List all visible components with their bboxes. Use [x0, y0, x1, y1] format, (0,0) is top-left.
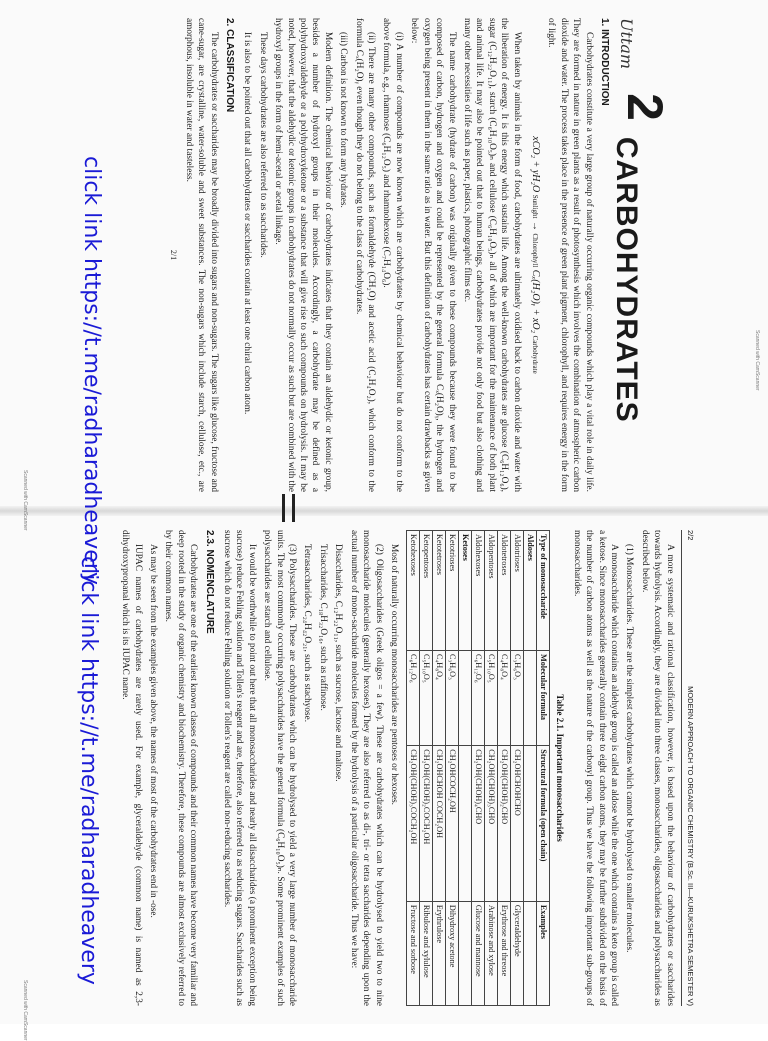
paragraph: (1) Monosaccharides. These are the simplest carbohydrates which cannot be hydrolysed to smaller molecules.: [624, 544, 635, 953]
table-cell: [523, 746, 536, 902]
telegram-link[interactable]: click link https://t.me/radharadheavery: [79, 156, 104, 585]
paragraph: Most of naturally occurring monosaccharides are pentoses or hexoses.: [388, 544, 399, 806]
table-cell: CH₂OHCHOHCHO: [510, 746, 523, 902]
table-cell: Arabinose and xylose: [484, 901, 497, 1005]
table-cell: Fructose and sorbose: [406, 901, 419, 1005]
table-cell: Ketotetroses: [432, 531, 445, 651]
table-row: [523, 531, 536, 1006]
scanner-stamp: Scanned with CamScanner: [754, 330, 760, 391]
section-heading: 2. CLASSIFICATION: [224, 18, 236, 113]
telegram-link[interactable]: click link https://t.me/radharadheavery: [76, 556, 101, 985]
table-cell: C₅H₁₀O₅: [484, 650, 497, 745]
paragraph: Modern definition. The chemical behaviour of carbohydrates indicates that they contain an aldehydic or ketonic group, besides a number of hydroxyl groups in their molecules. Accordingly, a carbohydrate may be defined as a polyhydroxyaldehyde or a polyhydroxyketone or a substance that will give rise to such compounds on hydrolysis. It may be noted, however, that the aldehydic or ketonic groups in carbohydrates do not normally occur as such but are combined with the hydroxyl groups in the form of hemi-acetal or acetal linkage.: [273, 18, 333, 492]
table-cell: C₆H₁₂O₆: [406, 650, 419, 745]
paragraph: It is also to be pointed out that all carbohydrates or saccharides contain at least one chiral carbon atom.: [242, 32, 253, 415]
table-cell: [458, 901, 471, 1005]
table-row: [471, 531, 484, 1006]
left-page: [40, 10, 680, 500]
paragraph: (3) Polysaccharides. These are carbohydrates which can be hydrolysed to yield a very large number of monosaccharide units. The most commonly occurring polysaccharides have the general formula (C₆H₁₀O₅)ₙ. Some prominent examples of such polysaccharides are starch and cellulose.: [262, 530, 298, 1006]
table-cell: [523, 650, 536, 745]
table-cell: Ketoses: [458, 531, 471, 651]
paragraph: The carbohydrates or saccharides may be broadly divided into sugars and non-sugars. The sugars like glucose, fructose and cane-sugar, are crystalline, water-soluble and sweet substances. The non-sugars which include starch, cellulose, etc., are amorphous, insoluble in water and tasteless.: [183, 18, 219, 492]
book-spine: [0, 506, 768, 516]
table-row: [406, 531, 419, 1006]
page-number: 2/2: [686, 530, 695, 541]
table-cell: Aldopentoses: [484, 531, 497, 651]
table-cell: Ketotrioses: [445, 531, 458, 651]
paragraph: (iii) Carbon is not known to form any hydrates.: [338, 32, 349, 208]
paragraph: Tetrasaccharides, C₂₄H₄₂O₂₁, such as stachyose.: [302, 544, 313, 723]
table-cell: CH₂OH(CHOH)₂COCH₂OH: [419, 746, 432, 902]
section-heading: 2.3. NOMENCLATURE: [203, 530, 215, 634]
table-cell: CH₂OH(CHOH)₄CHO: [471, 746, 484, 902]
table-cell: Dihydroxy acetone: [445, 901, 458, 1005]
equation-rhs-label: Carbohydrate: [530, 335, 539, 374]
paragraph: Carbohydrates are one of the earliest known classes of compounds and their common names have become very familiar and deep rooted in the study of organic chemistry and biochemistry. Therefore, these compounds are almost exclusively referred to by their common names.: [163, 530, 199, 1006]
table-cell: Ketopentoses: [419, 531, 432, 651]
table-cell: C₃H₆O₃: [510, 650, 523, 745]
table-cell: CH₂OH(CHOH)₃CHO: [484, 746, 497, 902]
table-cell: Erythrulose: [432, 901, 445, 1005]
paragraph: Disaccharides, C₁₂H₂₂O₁₁, such as sucrose, lactose and maltose.: [333, 544, 344, 782]
scanner-stamp: Scanned with CamScanner: [22, 470, 28, 531]
scanner-stamp: Scanned with CamScanner: [22, 980, 28, 1041]
table-header: Examples: [536, 901, 549, 1005]
table-row: [458, 531, 471, 1006]
table-cell: C₅H₁₀O₅: [419, 650, 432, 745]
table-header: Molecular formula: [536, 650, 549, 745]
photosynthesis-equation: xCO₂ + yH₂O Sunlight → Chlorophyll Cₓ(H₂O)ᵧ + xO₂ Carbohydrate: [529, 136, 541, 374]
paragraph: A monosaccharide which contains an aldehyde group is called an aldose while the one which contains a keto group is called a ketose. Since monosaccharides generally contain three to eight carbon atoms, they may be further subdivided on the basis of the number of carbon atoms as well as the nature of the carbonyl group. Thus we have the following important sub-groups of monosaccharides.: [571, 530, 619, 1006]
running-head: [681, 530, 696, 1006]
table-cell: CH₂OH(CHOH)₂CHO: [497, 746, 510, 902]
equation-arrow-bottom: Chlorophyll: [530, 233, 539, 268]
handwritten-signature: Uttam: [617, 18, 637, 70]
paragraph: The name carbohydrate (hydrate of carbon) was originally given to these compounds because they were found to be composed of carbon, hydrogen and oxygen and could be represented by the general formula Cₓ(H₂O)ᵧ, the hydrogen and oxygen being present in them in the same ratio as in water. But this definition of carbohydrates has certain drawbacks as given below:: [409, 18, 457, 492]
table-row: [445, 531, 458, 1006]
paragraph: As may be seen from the examples given above, the names of most of the carbohydrates end in -ose.: [148, 544, 159, 918]
table-caption: Table 2.1. Important monosaccharides: [555, 694, 566, 842]
table-cell: Aldotrioses: [510, 531, 523, 651]
table-cell: CH₂OHCOCH₂OH: [445, 746, 458, 902]
table-row: [510, 531, 523, 1006]
table-header: Type of monosaccharide: [536, 531, 549, 651]
table-cell: [458, 650, 471, 745]
paragraph: IUPAC names of carbohydrates are rarely used. For example, glyceraldehyde (common name) is named as 2,3-dihydroxypropanal which is its IUPAC name.: [120, 530, 143, 1006]
paragraph: When taken by animals in the form of food, carbohydrates are ultimately oxidised back to carbon dioxide and water with the liberation of energy. It is this energy which sustains life. Among the well-known carbohydrates are glucose (C₆H₁₂O₆), sugar (C₁₂H₂₂O₁₁), starch (C₆H₁₀O₅)ₙ and cellulose (C₆H₁₀O₅)ₙ all of which are important for the maintenance of both plant and animal life. It may also be pointed out that to human beings, carbohydrates provide not only food but also clothing and many other necessities of life such as paper, plastics, photographic films etc.: [461, 18, 522, 492]
table-cell: CH₂OH(CHOH)₃COCH₂OH: [406, 746, 419, 902]
paragraph: These days carbohydrates are also referred to as saccharides.: [257, 32, 268, 258]
table-cell: Aldotetroses: [497, 531, 510, 651]
right-page: [40, 522, 700, 1014]
paragraph: (2) Oligosaccharides (Greek oligos = a few). These are carbohydrates which can be hydrolysed to yield two to nine monosaccharide molecules (generally hexoses). They are also referred to as di-, tri- or tetra saccharides depending upon the actual number of mono-saccharide molecules formed by the hydrolysis of a particular oligosaccharide. Thus we have:: [348, 530, 384, 1006]
page-number: 2/1: [169, 249, 179, 261]
chapter-header: [610, 18, 673, 492]
paragraph: Carbohydrates constitute a very large group of naturally occurring organic compounds which play a vital role in daily life. They are formed in nature in green plants as a result of photosynthesis which involves the combination of atmospheric carbon dioxide and water. The process takes place in the presence of green plant pigment, chlorophyll, and requires energy in the form of light.: [546, 18, 594, 492]
paragraph: (ii) There are many other compounds, such as formaldehyde (CH₂O) and acetic acid (C₂H₄O₂), which conform to the formula Cₓ(H₂O)ᵧ even though they do not belong to the class of carbohydrates.: [353, 18, 377, 492]
chapter-title: CARBOHYDRATES: [610, 136, 644, 423]
table-cell: C₆H₁₂O₆: [471, 650, 484, 745]
table-cell: C₃H₆O₃: [445, 650, 458, 745]
equation-lhs: xCO₂ + yH₂O: [529, 136, 541, 193]
table-cell: Ribulose and xylulose: [419, 901, 432, 1005]
table-cell: [458, 746, 471, 902]
table-cell: Glyceraldehyde: [510, 901, 523, 1005]
table-row: [497, 531, 510, 1006]
table-cell: C₄H₈O₄: [497, 650, 510, 745]
running-head-title: MODERN APPROACH TO ORGANIC CHEMISTRY (B.Sc. III—KURUKSHETRA SEMESTER V): [686, 686, 695, 1006]
equation-rhs: Cₓ(H₂O)ᵧ + xO₂: [529, 269, 541, 334]
table-cell: [523, 901, 536, 1005]
table-header-row: [536, 531, 549, 1006]
table-cell: C₄H₈O₄: [432, 650, 445, 745]
table-cell: CH₂OHCHOH COCH₂OH: [432, 746, 445, 902]
table-cell: Aldoses: [523, 531, 536, 651]
table-header: Structural formula (open chain): [536, 746, 549, 902]
equation-arrow-top: Sunlight: [530, 194, 539, 219]
table-row: [419, 531, 432, 1006]
monosaccharides-table: [406, 530, 550, 1006]
table-cell: Erythrose and threose: [497, 901, 510, 1005]
paragraph: A more systematic and rational classification, however, is based upon the behaviour of carbohydrates or saccharides towards hydrolysis. Accordingly, they are divided into three classes, monosaccharides, oligosaccharides and polysaccharides as described below.: [639, 530, 675, 1006]
table-row: [432, 531, 445, 1006]
paragraph: Trisaccharides, C₁₈H₃₂O₁₆, such as raffinose.: [317, 544, 328, 711]
table-cell: Glucose and mannose: [471, 901, 484, 1005]
table-cell: Ketohexoses: [406, 531, 419, 651]
table-cell: Aldohexoses: [471, 531, 484, 651]
paragraph: It would be worthwhile to point out here that all monosaccharides and nearly all disaccharides (a prominent exception being sucrose) reduce Fehling solution and Tollen's reagent and are, therefore, also referred to as reducing sugars. Saccharides such as sucrose which do not reduce Fehling solution or Tollen's reagent are called non-reducing saccharides.: [222, 530, 257, 1006]
chapter-number: 2: [617, 93, 673, 121]
paragraph: (i) A number of compounds are now known which are carbohydrates by chemical behaviour but do not conform to the above formula, e.g., rhamnose (C₆H₁₂O₅) and rhamnohexose (C₇H₁₄O₆).: [381, 18, 404, 492]
section-heading: 1. INTRODUCTION: [599, 18, 610, 106]
table-row: [484, 531, 497, 1006]
